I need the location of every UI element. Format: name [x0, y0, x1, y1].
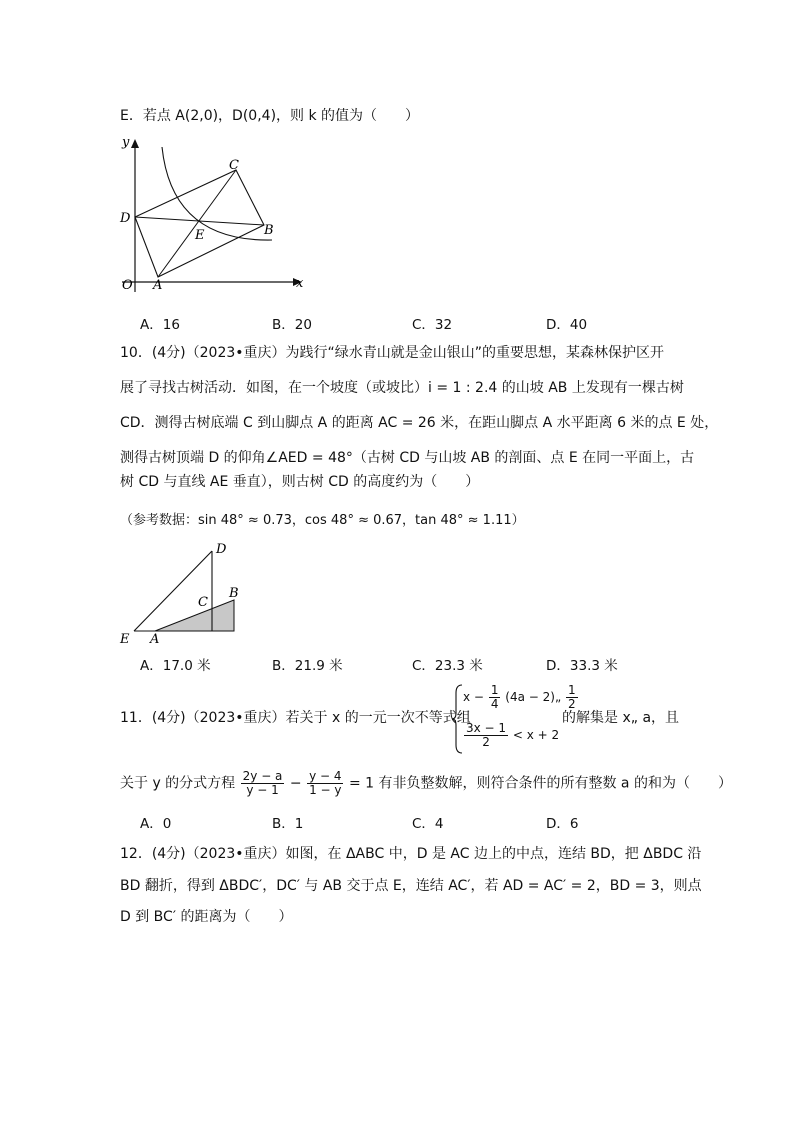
q10-option-d[interactable]: D．33.3 米 — [546, 658, 618, 674]
q9-option-c[interactable]: C．32 — [412, 317, 453, 333]
q11-inequality-1 — [463, 684, 579, 711]
q11-ineq1-left: x − — [463, 690, 484, 704]
q11-option-d[interactable]: D．6 — [546, 816, 579, 832]
q10-label-E: E — [120, 632, 130, 646]
q9-option-d[interactable]: D．40 — [546, 317, 588, 333]
q12-line-1: 12．(4分)（2023•重庆）如图，在 ΔABC 中，D 是 AC 边上的中点，连结 BD，把 ΔBDC 沿 — [120, 846, 702, 862]
q11-prefix: 11．(4分)（2023•重庆）若关于 x 的一元一次不等式组 — [120, 710, 471, 726]
q11-option-c[interactable]: C．4 — [412, 816, 444, 832]
q11-ineq1-mid: (4a − 2)„ — [505, 690, 562, 704]
q10-option-c[interactable]: C．23.3 米 — [412, 658, 483, 674]
q11-line2-suffix: 有非负整数解，则符合条件的所有整数 a 的和为（ ） — [378, 775, 732, 792]
q10-line-1: 10．(4分)（2023•重庆）为践行“绿水青山就是金山银山”的重要思想，某森林保护区开 — [120, 345, 665, 361]
q9-label-O: O — [122, 278, 133, 293]
q9-label-B: B — [264, 223, 274, 238]
q10-line-3: CD．测得古树底端 C 到山脚点 A 的距离 AC = 26 米，在距山脚点 A 水平距离 6 米的点 E 处， — [120, 415, 719, 431]
q12-line-2: BD 翻折，得到 ΔBDC′，DC′ 与 AB 交于点 E，连结 AC′，若 AD = AC′ = 2，BD = 3，则点 — [120, 878, 702, 894]
q12-line-3: D 到 BC′ 的距离为（ ） — [120, 909, 293, 925]
q11-suffix: 的解集是 x„ a，且 — [562, 710, 680, 726]
q10-reference: （参考数据：sin 48° ≈ 0.73，cos 48° ≈ 0.67，tan 48° ≈ 1.11） — [120, 513, 525, 528]
q11-line2-prefix: 关于 y 的分式方程 — [120, 775, 236, 792]
q9-option-b[interactable]: B．20 — [272, 317, 312, 333]
q10-label-B: B — [229, 586, 239, 601]
q10-label-D: D — [216, 542, 227, 557]
q10-line-5: 树 CD 与直线 AE 垂直），则古树 CD 的高度约为（ ） — [120, 474, 480, 490]
q10-label-A: A — [150, 632, 160, 646]
q10-label-C: C — [198, 595, 208, 610]
q9-figure — [112, 132, 312, 294]
q9-tail-text: E．若点 A(2,0)，D(0,4)，则 k 的值为（ ） — [120, 108, 420, 124]
q11-inequality-2 — [463, 722, 559, 749]
q11-eq-frac-2: $\frac{y - 4}{1 - y}$ — [309, 769, 342, 797]
q11-ineq1-frac: $\frac{1}{4}$ — [490, 683, 499, 711]
q11-option-b[interactable]: B．1 — [272, 816, 304, 832]
q10-figure — [112, 538, 252, 646]
q11-eq-minus: − — [289, 775, 302, 792]
q10-line-2: 展了寻找古树活动．如图，在一个坡度（或坡比）i = 1 : 2.4 的山坡 AB 上发现有一棵古树 — [120, 380, 684, 396]
q9-label-E: E — [195, 228, 205, 243]
q11-eq-rhs: = 1 — [348, 775, 375, 792]
q9-label-D: D — [120, 211, 131, 226]
q11-ineq2-frac: $\frac{3x - 1}{2}$ — [466, 721, 507, 749]
q9-label-A: A — [153, 278, 163, 293]
q9-label-C: C — [229, 158, 239, 173]
q11-option-a[interactable]: A．0 — [140, 816, 172, 832]
q11-ineq1-rhs: $\frac{1}{2}$ — [568, 683, 576, 711]
q10-line-4: 测得古树顶端 D 的仰角∠AED = 48°（古树 CD 与山坡 AB 的剖面、点 E 在同一平面上，古 — [120, 450, 695, 466]
q10-option-a[interactable]: A．17.0 米 — [140, 658, 211, 674]
q11-eq-frac-1: $\frac{2y - a}{y - 1}$ — [242, 769, 283, 797]
q10-option-b[interactable]: B．21.9 米 — [272, 658, 343, 674]
q9-label-x: x — [296, 276, 304, 291]
q9-option-a[interactable]: A．16 — [140, 317, 180, 333]
q11-ineq2-rhs: < x + 2 — [512, 728, 560, 742]
q11-line-2 — [120, 770, 732, 797]
q9-label-y: y — [122, 135, 130, 150]
